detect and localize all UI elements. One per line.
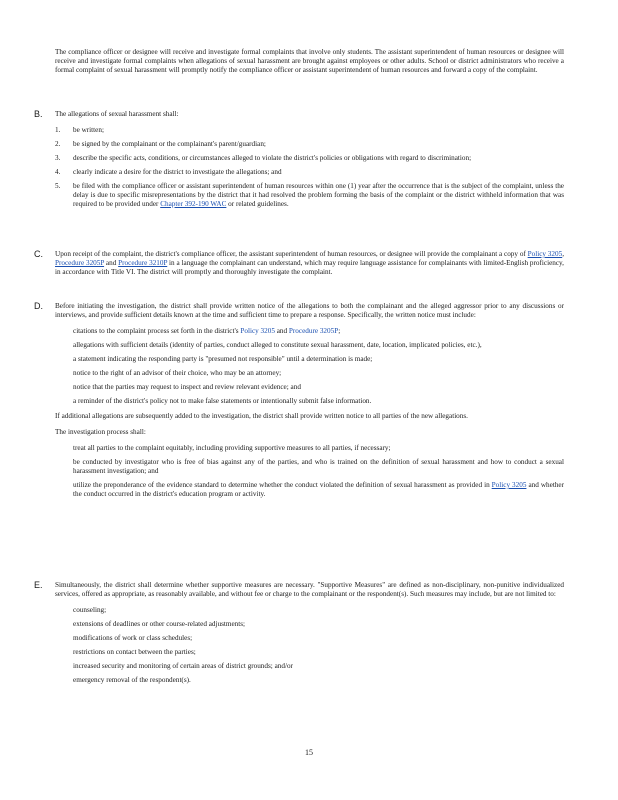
item-text: or related guidelines.	[226, 200, 289, 208]
chapter-392-190-wac-link[interactable]: Chapter 392-190 WAC	[160, 200, 227, 208]
section-d	[34, 302, 564, 505]
section-d-letter: D.	[34, 301, 43, 311]
text-run: a statement indicating the responding party is "presumed not responsible" until a determination is made;	[73, 355, 373, 363]
item-text: be written;	[73, 126, 104, 134]
section-b-letter: B.	[34, 109, 43, 119]
list-item	[55, 341, 564, 350]
list-item	[55, 458, 564, 476]
text-run: citations to the complaint process set forth in the district's	[73, 327, 241, 335]
text-run: counseling;	[73, 606, 107, 614]
text-run: ,	[562, 250, 564, 258]
text-run: notice that the parties may request to inspect and review relevant evidence; and	[73, 383, 301, 391]
item-number: 1.	[55, 126, 61, 134]
text-run: increased security and monitoring of certain areas of district grounds; and/or	[73, 662, 293, 670]
list-item	[55, 606, 564, 615]
list-item	[55, 154, 564, 163]
text-run: restrictions on contact between the parties;	[73, 648, 196, 656]
list-item	[55, 168, 564, 177]
investigation-process-list	[55, 444, 564, 499]
section-e	[34, 581, 564, 691]
procedure-3210p-link[interactable]: Procedure 3210P	[118, 259, 168, 267]
text-run: allegations with sufficient details (identity of parties, conduct alleged to constitute sexual harassment, date, location, implicated policies, etc.),	[73, 341, 482, 349]
procedure-3205p-link[interactable]: Procedure 3205P	[55, 259, 105, 267]
list-item	[55, 140, 564, 149]
policy-3205-link[interactable]: Policy 3205	[491, 481, 527, 489]
list-item	[55, 397, 564, 406]
list-item	[55, 383, 564, 392]
text-run: be conducted by investigator who is free of bias against any of the parties, and who is trained on the definition of sexual harassment and how to conduct a sexual harassment investigation; and	[73, 458, 564, 475]
item-number: 3.	[55, 154, 61, 162]
section-b	[34, 110, 564, 215]
text-run: ;	[338, 327, 341, 335]
text-run: and whether the conduct occurred in the district's education program or activity.	[73, 481, 564, 498]
item-number: 2.	[55, 140, 61, 148]
list-item	[55, 126, 564, 135]
section-b-list	[55, 126, 564, 209]
section-c-paragraph	[55, 250, 564, 277]
list-item	[55, 481, 564, 499]
text-run: Upon receipt of the complaint, the district's compliance officer, the assistant superintendent of human resources, or designee will provide the complainant a copy of	[55, 250, 528, 258]
item-number: 4.	[55, 168, 61, 176]
supportive-measures-list	[55, 606, 564, 685]
text-run: treat all parties to the complaint equitably, including providing supportive measures to all parties, if necessary;	[73, 444, 391, 452]
list-item	[55, 620, 564, 629]
list-item	[55, 355, 564, 364]
item-text: clearly indicate a desire for the district to investigate the allegations; and	[73, 168, 282, 176]
list-item	[55, 327, 564, 336]
text-run: and	[104, 259, 119, 267]
text-run: emergency removal of the respondent(s).	[73, 676, 191, 684]
policy-3205-link[interactable]: Policy 3205	[527, 250, 563, 258]
text-run: in a language the complainant can understand, which may require language assistance for complainants with limited-English proficiency, in accordance with Title VI. The district will promptly and thoroughly investigate the complaint.	[55, 259, 564, 276]
intro-paragraph: The compliance officer or designee will receive and investigate formal complaints that involve only students. The assistant superintendent of human resources or designee will receive and investigate formal complaints when allegations of sexual harassment are brought against employees or other adults. School or district administrators who receive a formal complaint of sexual harassment will promptly notify the compliance officer or assistant superintendent of human resources and forward a copy of the complaint.	[55, 48, 564, 74]
procedure-3205p-link[interactable]: Procedure 3205P	[288, 327, 339, 335]
list-item	[55, 182, 564, 209]
policy-3205-link[interactable]: Policy 3205	[240, 327, 275, 335]
list-item	[55, 369, 564, 378]
section-e-lead: Simultaneously, the district shall determine whether supportive measures are necessary. "Supportive Measures" are defined as non-disciplinary, non-punitive individualized services, offered as appropriate, as reasonably available, and without fee or charge to the complainant or the respondent(s). Such measures may include, but are not limited to:	[55, 581, 564, 598]
section-c-letter: C.	[34, 249, 43, 259]
list-item	[55, 676, 564, 685]
section-b-lead: The allegations of sexual harassment shall:	[55, 110, 179, 118]
list-item	[55, 648, 564, 657]
text-run: and	[274, 327, 289, 335]
text-run: a reminder of the district's policy not to make false statements or intentionally submit false information.	[73, 397, 372, 405]
text-run: notice to the right of an advisor of their choice, who may be an attorney;	[73, 369, 282, 377]
section-c	[34, 250, 564, 284]
page-number: 15	[305, 748, 313, 757]
item-text: describe the specific acts, conditions, or circumstances alleged to violate the district's policies or obligations with regard to discrimination;	[73, 154, 472, 162]
notice-requirements-list	[55, 327, 564, 406]
list-item	[55, 634, 564, 643]
list-item	[55, 662, 564, 671]
section-e-letter: E.	[34, 580, 43, 590]
list-item	[55, 444, 564, 453]
item-text: be signed by the complainant or the complainant's parent/guardian;	[73, 140, 266, 148]
investigation-process-lead: The investigation process shall:	[55, 428, 146, 436]
item-number: 5.	[55, 182, 61, 190]
item-text: be filed with the compliance officer or assistant superintendent of human resources within one (1) year after the occurrence that is the subject of the complaint, unless the delay is due to specific misrepresentations by the district that it had resolved the problem forming the basis of the complaint or the district withheld information that was required to be provided under	[73, 182, 564, 208]
text-run: utilize the preponderance of the evidence standard to determine whether the conduct violated the definition of sexual harassment as provided in	[73, 481, 492, 489]
text-run: modifications of work or class schedules;	[73, 634, 193, 642]
section-d-lead: Before initiating the investigation, the district shall provide written notice of the allegations to both the complainant and the alleged aggressor prior to any discussions or interviews, and provide sufficient details known at the time and sufficient time to prepare a response. Specifically, the written notice must include:	[55, 302, 564, 319]
additional-allegations-paragraph: If additional allegations are subsequently added to the investigation, the district shall provide written notice to all parties of the new allegations.	[55, 412, 468, 420]
text-run: extensions of deadlines or other course-related adjustments;	[73, 620, 246, 628]
